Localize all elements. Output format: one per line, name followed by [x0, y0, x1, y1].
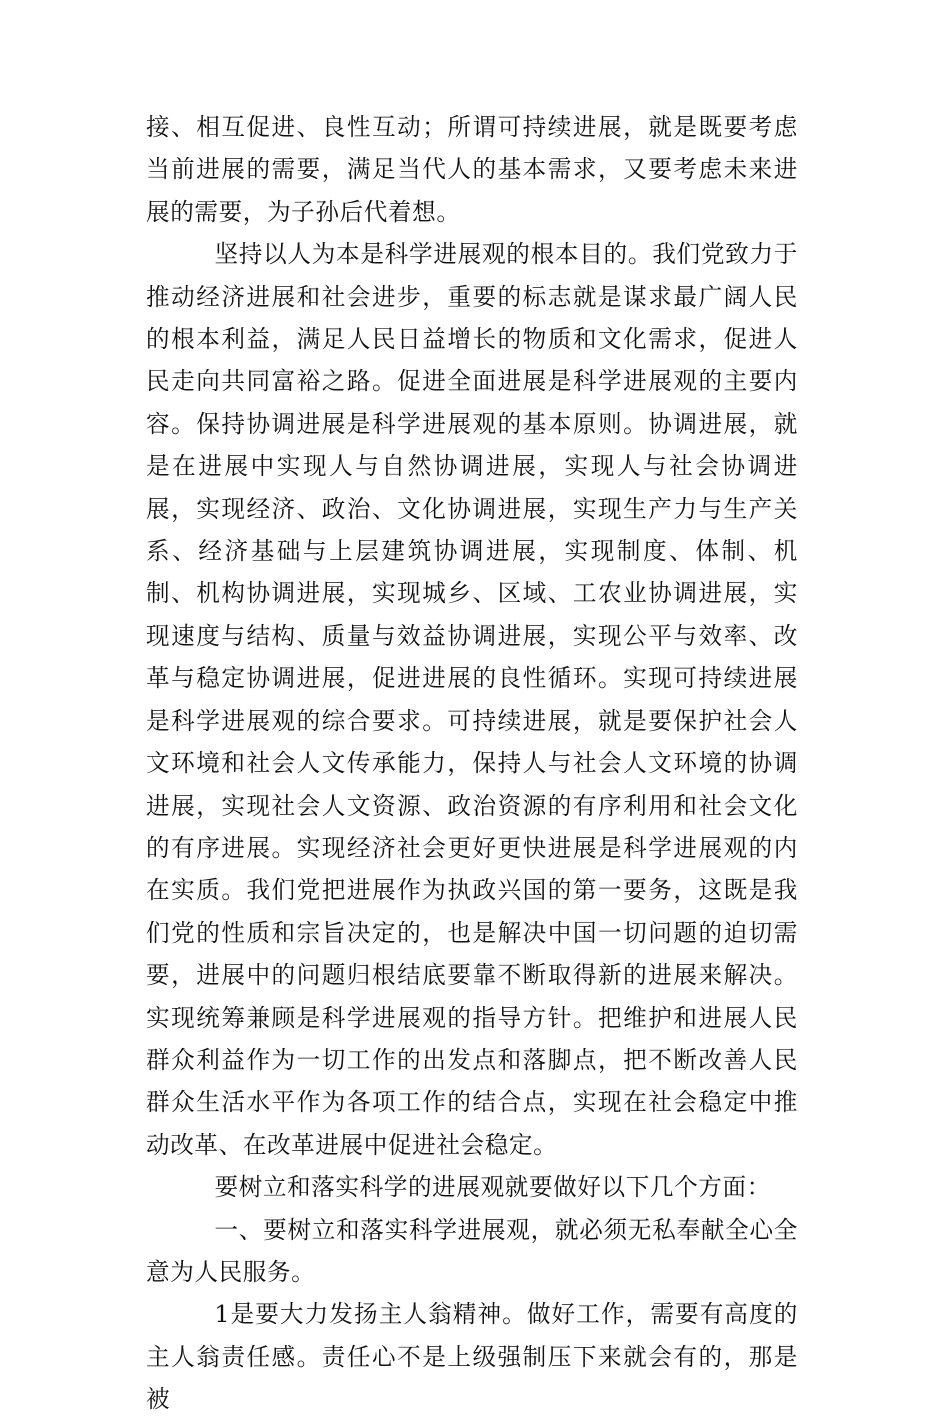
paragraph-2: 坚持以人为本是科学进展观的根本目的。我们党致力于推动经济进展和社会进步，重要的标志就是谋求最广阔人民的根本利益，满足人民日益增长的物质和文化需求，促进人民走向共同富裕之路。促进全面进展是科学进展观的主要内容。保持协调进展是科学进展观的基本原则。协调进展，就是在进展中实现人与自然协调进展，实现人与社会协调进展，实现经济、政治、文化协调进展，实现生产力与生产关系、经济基础与上层建筑协调进展，实现制度、体制、机制、机构协调进展，实现城乡、区域、工农业协调进展，实现速度与结构、质量与效益协调进展，实现公平与效率、改革与稳定协调进展，促进进展的良性循环。实现可持续进展是科学进展观的综合要求。可持续进展，就是要保护社会人文环境和社会人文传承能力，保持人与社会人文环境的协调进展，实现社会人文资源、政治资源的有序利用和社会文化的有序进展。实现经济社会更好更快进展是科学进展观的内在实质。我们党把进展作为执政兴国的第一要务，这既是我们党的性质和宗旨决定的，也是解决中国一切问题的迫切需要，进展中的问题归根结底要靠不断取得新的进展来解决。实现统筹兼顾是科学进展观的指导方针。把维护和进展人民群众利益作为一切工作的出发点和落脚点，把不断改善人民群众生活水平作为各项工作的结合点，实现在社会稳定中推动改革、在改革进展中促进社会稳定。: [146, 240, 798, 1159]
paragraph-3: 要树立和落实科学的进展观就要做好以下几个方面：: [214, 1173, 771, 1202]
document-body: [146, 106, 798, 1421]
paragraph-1: 接、相互促进、良性互动；所谓可持续进展，就是既要考虑当前进展的需要，满足当代人的基本需求，又要考虑未来进展的需要，为子孙后代着想。: [146, 113, 798, 226]
paragraph-4: 一、要树立和落实科学进展观，就必须无私奉献全心全意为人民服务。: [146, 1215, 798, 1286]
paragraph-5: 1是要大力发扬主人翁精神。做好工作，需要有高度的主人翁责任感。责任心不是上级强制压下来就会有的，那是被: [146, 1300, 798, 1414]
